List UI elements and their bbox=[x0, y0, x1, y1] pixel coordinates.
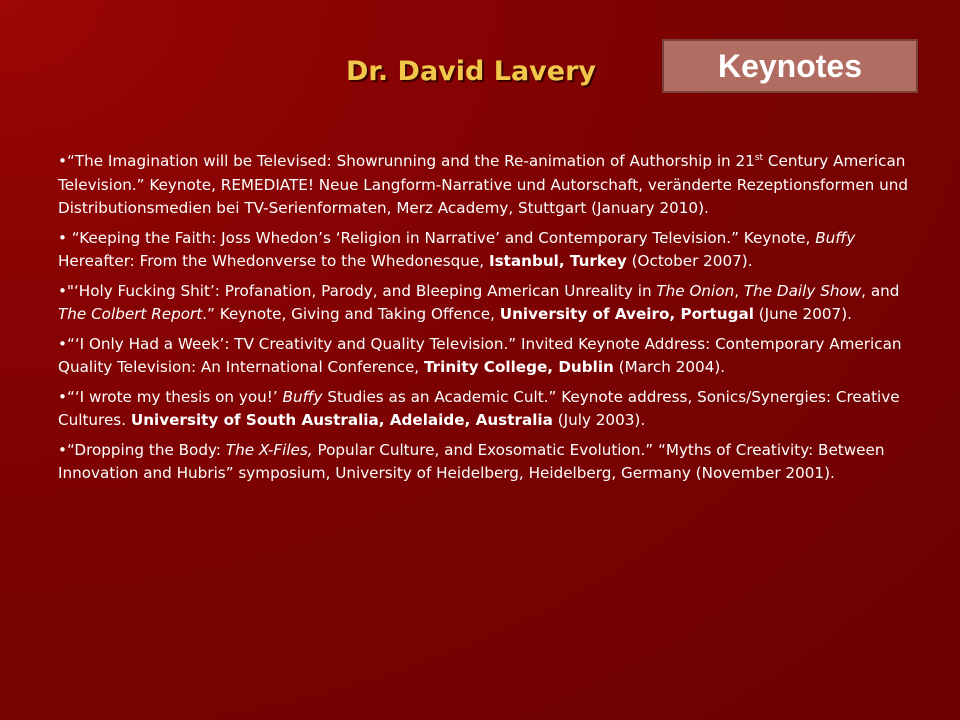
bullet: • bbox=[58, 281, 67, 300]
bullet: • bbox=[58, 152, 67, 170]
list-item: •“‘I wrote my thesis on you!’ Buffy Studies as an Academic Cult.” Keynote address, Sonics/Synergies: Creative Cultures. University of South Australia, Adelaide, Australia (July 2003). bbox=[58, 387, 900, 429]
list-item: •“The Imagination will be Televised: Showrunning and the Re-animation of Authorship in 21st Century American Television.” Keynote, REMEDIATE! Neue Langform-Narrative und Autorschaft, veränderte Rezeptionsformen und Distributionsmedien bei TV-Serienformaten, Merz Academy, Stuttgart (January 2010). bbox=[58, 152, 909, 217]
keynote-list bbox=[58, 150, 928, 492]
slide-title: Dr. David Lavery bbox=[346, 56, 597, 87]
bullet: • bbox=[58, 387, 67, 406]
list-item: •“‘I Only Had a Week’: TV Creativity and Quality Television.” Invited Keynote Address: Contemporary American Quality Television: An International Conference, Trinity College, Dublin (March 2004). bbox=[58, 334, 902, 376]
list-item: •"‘Holy Fucking Shit’: Profanation, Parody, and Bleeping American Unreality in The Onion, The Daily Show, and The Colbert Report.” Keynote, Giving and Taking Offence, University of Aveiro, Portugal (June 2007). bbox=[58, 281, 900, 323]
bullet: • bbox=[58, 334, 67, 353]
keynotes-badge: Keynotes bbox=[662, 39, 918, 93]
bullet: • bbox=[58, 228, 72, 247]
bullet: • bbox=[58, 440, 67, 459]
list-item: • “Keeping the Faith: Joss Whedon’s ‘Religion in Narrative’ and Contemporary Television.” Keynote, Buffy Hereafter: From the Whedonverse to the Whedonesque, Istanbul, Turkey (October 2007). bbox=[58, 228, 856, 270]
list-item: •“Dropping the Body: The X-Files, Popular Culture, and Exosomatic Evolution.” “Myths of Creativity: Between Innovation and Hubris” symposium, University of Heidelberg, Heidelberg, Germany (November 2001). bbox=[58, 440, 885, 482]
